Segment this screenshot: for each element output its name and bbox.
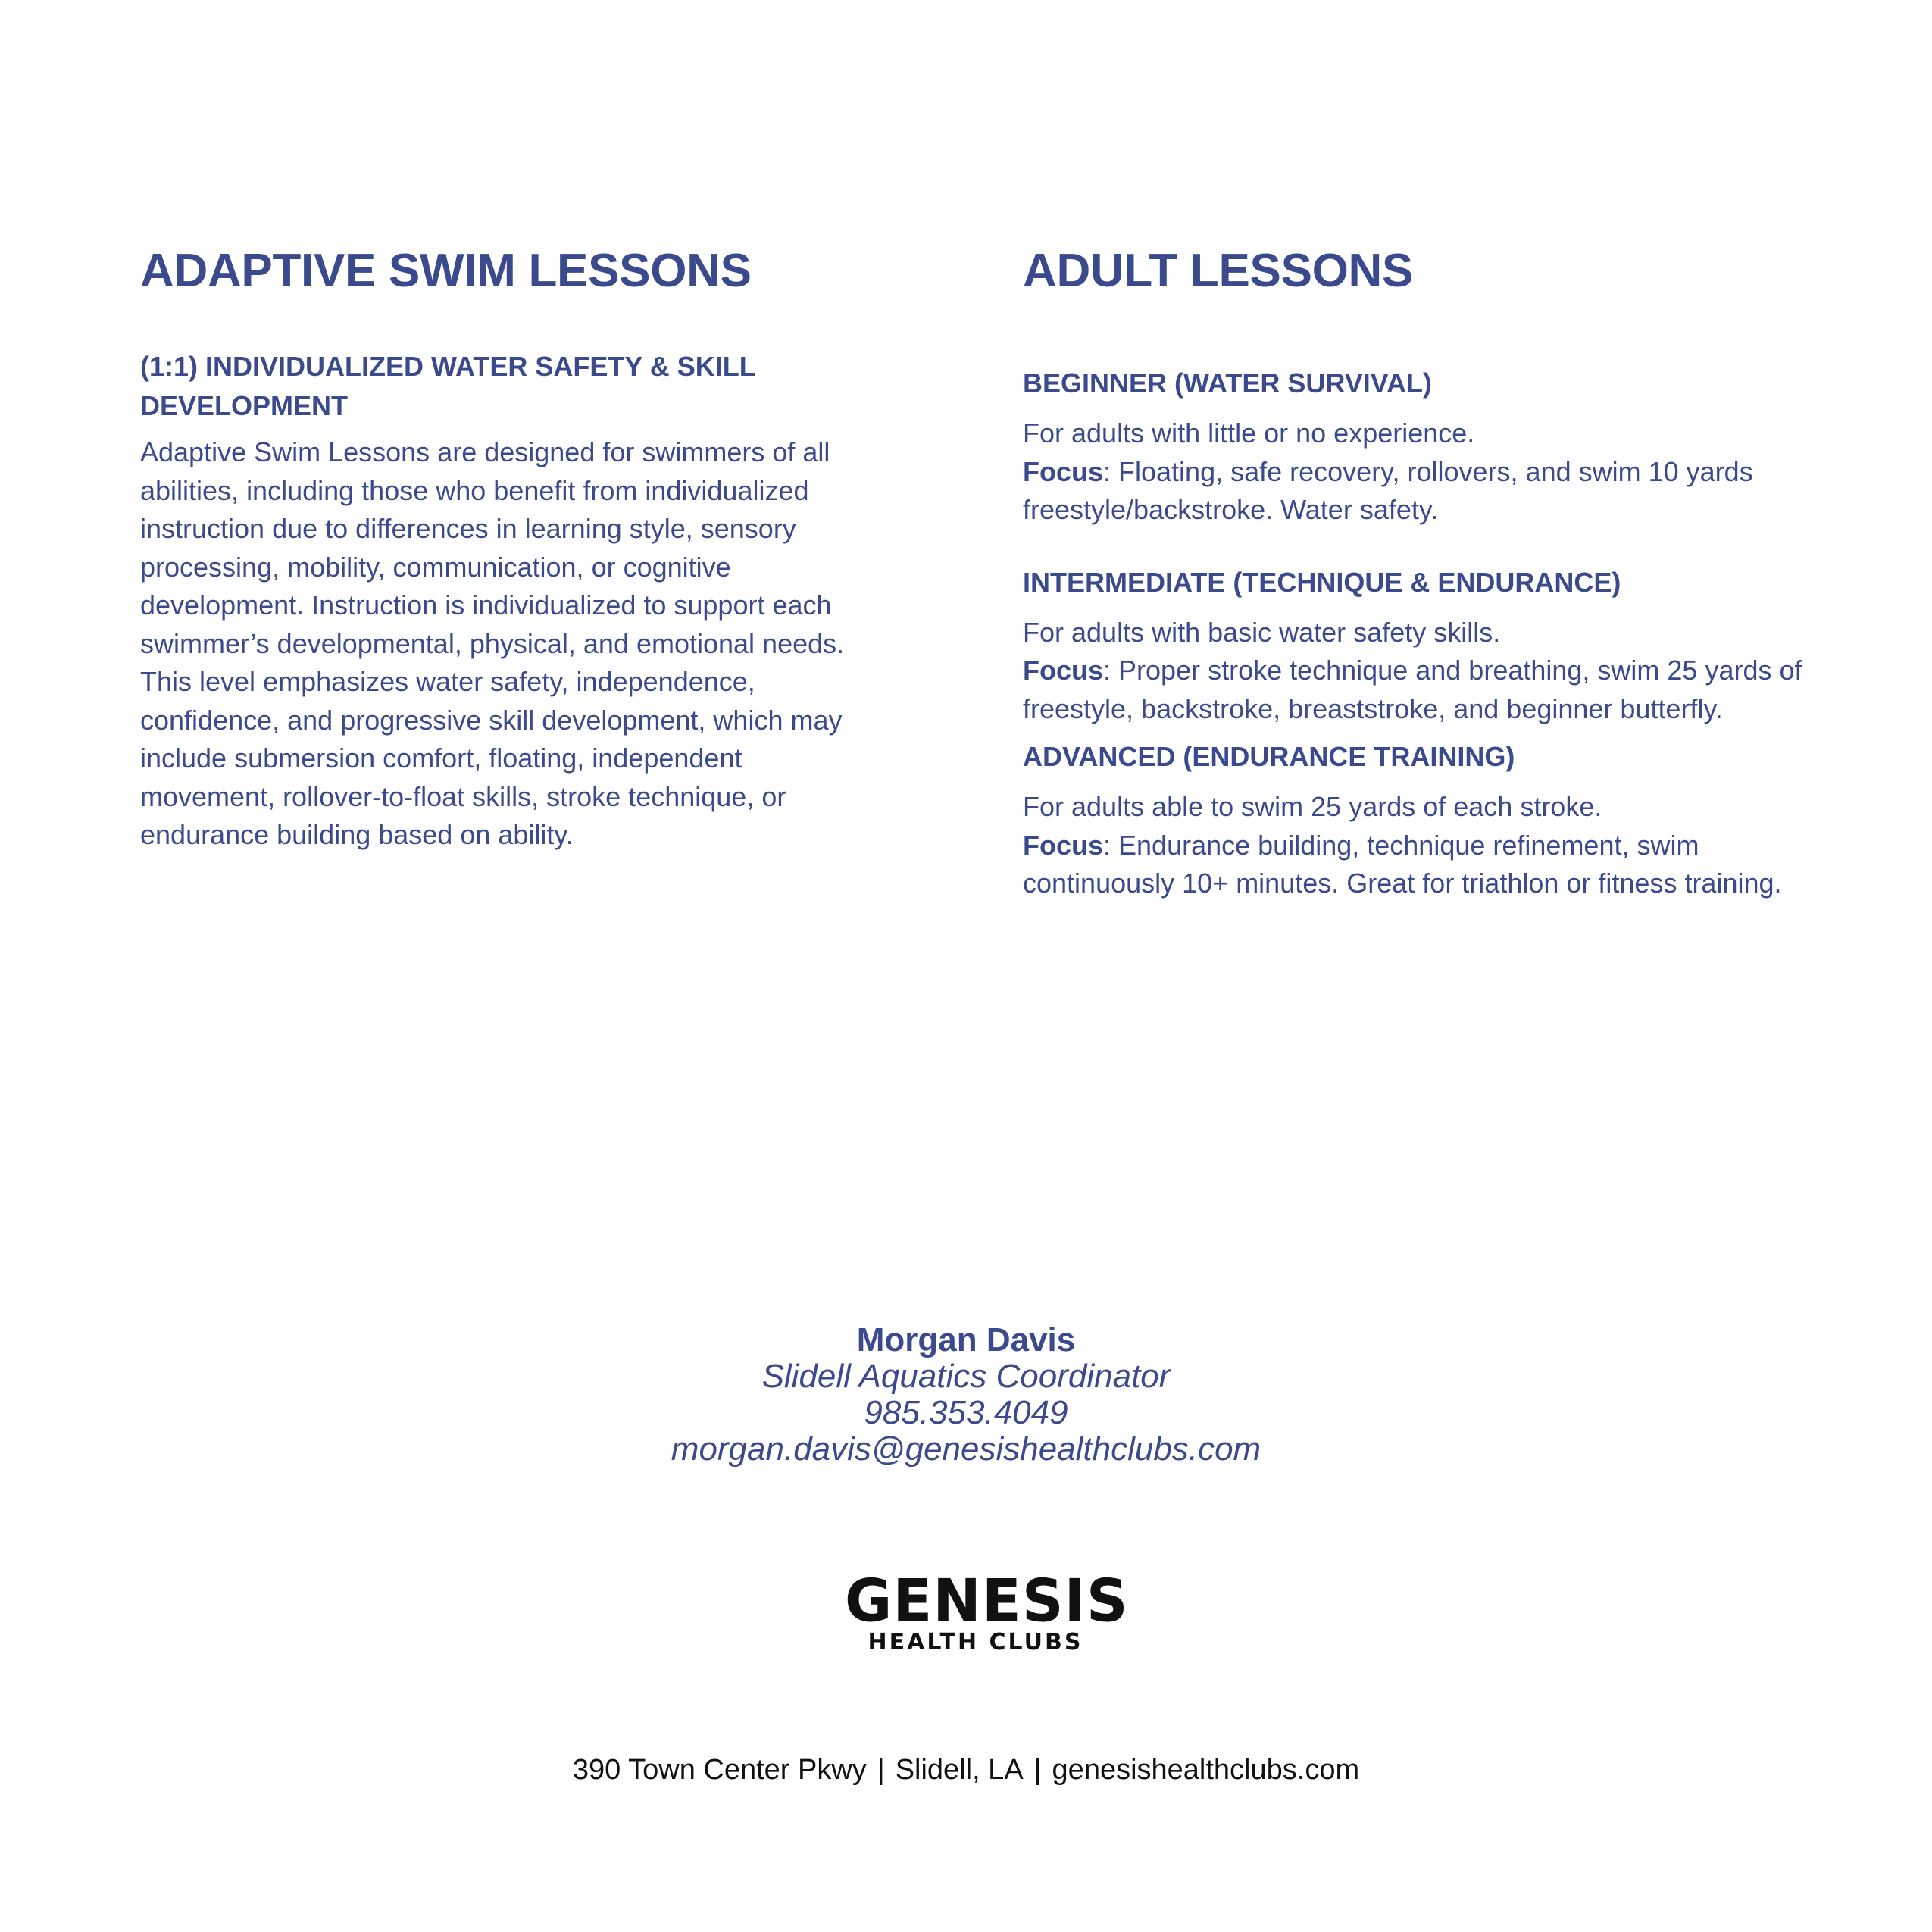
contact-title: Slidell Aquatics Coordinator (761, 1358, 1171, 1395)
advanced-section (1023, 737, 1803, 903)
advanced-focus-label: Focus (1023, 829, 1104, 861)
genesis-logo (845, 1566, 1129, 1655)
footer (0, 1752, 1932, 1788)
beginner-description (1023, 414, 1803, 530)
logo-wordmark: GENESIS (845, 1566, 1129, 1635)
footer-separator: | (1033, 1754, 1042, 1786)
beginner-intro: For adults with little or no experience. (1023, 417, 1475, 449)
intermediate-intro: For adults with basic water safety skills. (1023, 616, 1501, 648)
footer-separator: | (877, 1754, 885, 1786)
intermediate-focus-text: : Proper stroke technique and breathing, swim 25 yards of freestyle, backstroke, breaststroke, and beginner butterfly. (1023, 655, 1802, 724)
advanced-heading: ADVANCED (ENDURANCE TRAINING) (1023, 741, 1515, 772)
footer-website-link[interactable]: genesishealthclubs.com (1052, 1754, 1360, 1786)
adaptive-swim-description: Adaptive Swim Lessons are designed for swimmers of all abilities, including those who benefit from individualized instruction due to differences in learning style, sensory processing, mobility, communication, or cognitive development. Instruction is individualized to support each swimmer’s developmental, physical, and emotional needs. This level emphasizes water safety, independence, confidence, and progressive skill development, which may include submersion comfort, floating, independent movement, rollover-to-float skills, stroke technique, or endurance building based on ability. (140, 436, 845, 850)
advanced-description (1023, 788, 1803, 903)
advanced-intro: For adults able to swim 25 yards of each stroke. (1023, 791, 1602, 822)
intermediate-description (1023, 614, 1803, 729)
adaptive-swim-title: ADAPTIVE SWIM LESSONS (140, 245, 752, 297)
adult-lessons-section (1023, 241, 1803, 903)
contact-phone[interactable]: 985.353.4049 (864, 1394, 1068, 1431)
intermediate-heading: INTERMEDIATE (TECHNIQUE & ENDURANCE) (1023, 566, 1621, 598)
adult-lessons-title: ADULT LESSONS (1023, 245, 1414, 297)
intermediate-section (1023, 563, 1803, 729)
contact-name: Morgan Davis (856, 1321, 1076, 1358)
logo-tagline: HEALTH CLUBS (868, 1629, 1083, 1655)
adaptive-swim-subtitle: (1:1) INDIVIDUALIZED WATER SAFETY & SKILL DEVELOPMENT (140, 351, 756, 421)
contact-block (0, 1322, 1932, 1468)
beginner-focus-text: : Floating, safe recovery, rollovers, and swim 10 yards freestyle/backstroke. Water safety. (1023, 455, 1753, 525)
beginner-section (1023, 364, 1803, 530)
beginner-heading: BEGINNER (WATER SURVIVAL) (1023, 367, 1433, 399)
advanced-focus-text: : Endurance building, technique refinement, swim continuously 10+ minutes. Great for triathlon or fitness training. (1023, 829, 1782, 899)
intermediate-focus-label: Focus (1023, 655, 1104, 686)
footer-address: 390 Town Center Pkwy (572, 1754, 867, 1786)
contact-email[interactable]: morgan.davis@genesishealthclubs.com (671, 1430, 1261, 1468)
beginner-focus-label: Focus (1023, 455, 1104, 487)
adaptive-swim-section (140, 241, 883, 855)
footer-city: Slidell, LA (895, 1754, 1024, 1786)
